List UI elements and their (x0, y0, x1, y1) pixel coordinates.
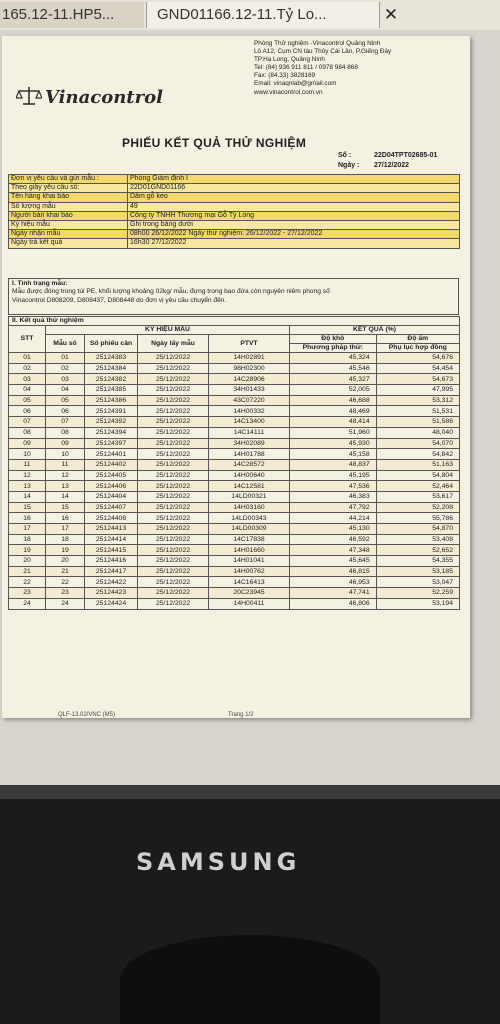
cell-do-am: 53,047 (376, 577, 459, 588)
cell-ptvt: 14H02891 (209, 353, 290, 364)
table-row (9, 566, 460, 577)
document-viewer (0, 30, 500, 785)
col-group-symbol: KÝ HIỆU MẪU (46, 326, 290, 335)
cell-stt: 11 (9, 459, 46, 470)
cell-ngay-lay: 25/12/2022 (138, 395, 209, 406)
cell-ngay-lay: 25/12/2022 (138, 502, 209, 513)
cell-ptvt: 14H03160 (209, 502, 290, 513)
cell-phieu-can: 25124417 (85, 566, 138, 577)
cell-ptvt: 14C14111 (209, 427, 290, 438)
cell-ngay-lay: 25/12/2022 (138, 588, 209, 599)
cell-do-kho: 52,005 (290, 385, 377, 396)
cell-ngay-lay: 25/12/2022 (138, 566, 209, 577)
cell-mau-so: 10 (46, 449, 85, 460)
cell-do-kho: 45,130 (290, 524, 377, 535)
cell-do-am: 54,070 (376, 438, 459, 449)
cell-phieu-can: 25124415 (85, 545, 138, 556)
table-row (9, 524, 460, 535)
cell-do-am: 54,673 (376, 374, 459, 385)
info-value: Dăm gỗ keo (128, 193, 460, 202)
sample-condition-heading: I. Tình trạng mẫu: (12, 280, 68, 287)
cell-stt: 17 (9, 524, 46, 535)
info-value: 49 (128, 202, 460, 211)
cell-phieu-can: 25124413 (85, 524, 138, 535)
address-line: Fax: (84.33) 3828169 (254, 72, 316, 80)
tab-bar (0, 0, 500, 31)
col-group-result: KẾT QUẢ (%) (290, 326, 460, 335)
cell-stt: 15 (9, 502, 46, 513)
address-line: Email: vinaqnlab@gmail.com (254, 80, 337, 88)
info-row (9, 193, 460, 202)
cell-stt: 09 (9, 438, 46, 449)
cell-do-am: 54,870 (376, 524, 459, 535)
info-label: Số lượng mẫu (9, 202, 128, 211)
cell-mau-so: 17 (46, 524, 85, 535)
cell-phieu-can: 25124414 (85, 534, 138, 545)
cell-do-kho: 47,536 (290, 481, 377, 492)
cell-ptvt: 14C13400 (209, 417, 290, 428)
results-table (8, 316, 460, 610)
info-label: Đơn vị yêu cầu và gửi mẫu : (9, 175, 128, 184)
cell-ptvt: 98H02300 (209, 363, 290, 374)
cell-stt: 08 (9, 427, 46, 438)
cell-ptvt: 14C28572 (209, 459, 290, 470)
cell-phieu-can: 25124416 (85, 556, 138, 567)
col-ngay-lay: Ngày lấy mẫu (138, 335, 209, 353)
cell-mau-so: 12 (46, 470, 85, 481)
cell-phieu-can: 25124382 (85, 374, 138, 385)
cell-ptvt: 14C28906 (209, 374, 290, 385)
cell-phieu-can: 25124423 (85, 588, 138, 599)
cell-stt: 20 (9, 556, 46, 567)
cell-mau-so: 07 (46, 417, 85, 428)
cell-ptvt: 43C07220 (209, 395, 290, 406)
info-row (9, 239, 460, 248)
report-number-label: Số : (338, 152, 352, 159)
cell-stt: 18 (9, 534, 46, 545)
cell-ptvt: 14H00640 (209, 470, 290, 481)
cell-do-kho: 47,348 (290, 545, 377, 556)
info-value: Công ty TNHH Thương mại Gỗ Tỷ Long (128, 211, 460, 220)
cell-do-kho: 48,414 (290, 417, 377, 428)
info-row (9, 211, 460, 220)
table-row (9, 459, 460, 470)
cell-do-am: 54,804 (376, 470, 459, 481)
cell-ngay-lay: 25/12/2022 (138, 385, 209, 396)
info-row (9, 184, 460, 193)
cell-ngay-lay: 25/12/2022 (138, 363, 209, 374)
cell-phieu-can: 25124394 (85, 427, 138, 438)
cell-do-kho: 46,815 (290, 566, 377, 577)
address-line: www.vinacontrol.com.vn (254, 88, 323, 96)
cell-do-kho: 47,741 (290, 588, 377, 599)
cell-do-am: 51,163 (376, 459, 459, 470)
bezel-edge (0, 785, 500, 799)
cell-stt: 01 (9, 353, 46, 364)
cell-mau-so: 24 (46, 598, 85, 609)
cell-do-kho: 45,546 (290, 363, 377, 374)
info-label: Ký hiệu mẫu (9, 220, 128, 229)
cell-ngay-lay: 25/12/2022 (138, 353, 209, 364)
table-row (9, 545, 460, 556)
cell-phieu-can: 25124401 (85, 449, 138, 460)
cell-phieu-can: 25124406 (85, 481, 138, 492)
cell-do-kho: 46,688 (290, 395, 377, 406)
results-heading: II. Kết quả thử nghiệm (9, 317, 460, 326)
cell-ptvt: 14LD00343 (209, 513, 290, 524)
cell-ngay-lay: 25/12/2022 (138, 524, 209, 535)
cell-ngay-lay: 25/12/2022 (138, 556, 209, 567)
col-ptvt: PTVT (209, 335, 290, 353)
cell-do-kho: 48,837 (290, 459, 377, 470)
cell-ptvt: 34H02089 (209, 438, 290, 449)
cell-ngay-lay: 25/12/2022 (138, 545, 209, 556)
cell-mau-so: 08 (46, 427, 85, 438)
col-do-kho: Độ khô (290, 335, 377, 344)
cell-ptvt: 14C12581 (209, 481, 290, 492)
document-page (2, 36, 470, 718)
cell-do-kho: 45,195 (290, 470, 377, 481)
cell-stt: 22 (9, 577, 46, 588)
cell-ngay-lay: 25/12/2022 (138, 481, 209, 492)
cell-do-am: 53,312 (376, 395, 459, 406)
table-row (9, 577, 460, 588)
cell-phieu-can: 25124391 (85, 406, 138, 417)
cell-ngay-lay: 25/12/2022 (138, 513, 209, 524)
cell-ptvt: 14H01660 (209, 545, 290, 556)
table-row (9, 374, 460, 385)
cell-do-am: 47,995 (376, 385, 459, 396)
cell-stt: 05 (9, 395, 46, 406)
cell-stt: 21 (9, 566, 46, 577)
cell-ngay-lay: 25/12/2022 (138, 598, 209, 609)
cell-mau-so: 15 (46, 502, 85, 513)
cell-ptvt: 14C17838 (209, 534, 290, 545)
info-row (9, 202, 460, 211)
cell-phieu-can: 25124397 (85, 438, 138, 449)
cell-do-am: 54,676 (376, 353, 459, 364)
cell-mau-so: 21 (46, 566, 85, 577)
cell-mau-so: 14 (46, 491, 85, 502)
cell-mau-so: 02 (46, 363, 85, 374)
cell-ngay-lay: 25/12/2022 (138, 491, 209, 502)
cell-do-kho: 46,592 (290, 534, 377, 545)
cell-do-am: 53,408 (376, 534, 459, 545)
table-row (9, 588, 460, 599)
table-row (9, 438, 460, 449)
info-value: 16h30 27/12/2022 (128, 239, 460, 248)
logo-text: Vinacontrol (45, 87, 163, 108)
cell-do-am: 54,355 (376, 556, 459, 567)
page-number: Trang 1/2 (228, 712, 254, 718)
sample-condition (8, 278, 459, 315)
cell-stt: 04 (9, 385, 46, 396)
cell-mau-so: 19 (46, 545, 85, 556)
cell-stt: 24 (9, 598, 46, 609)
cell-ptvt: 20C23945 (209, 588, 290, 599)
cell-stt: 19 (9, 545, 46, 556)
cell-phieu-can: 25124422 (85, 577, 138, 588)
cell-do-kho: 44,214 (290, 513, 377, 524)
col-do-kho-method: Phương pháp thử: (290, 344, 377, 353)
cell-do-am: 53,185 (376, 566, 459, 577)
cell-stt: 02 (9, 363, 46, 374)
cell-ptvt: 14H00411 (209, 598, 290, 609)
cell-mau-so: 09 (46, 438, 85, 449)
cell-ptvt: 14H01788 (209, 449, 290, 460)
cell-phieu-can: 25124383 (85, 353, 138, 364)
table-row (9, 406, 460, 417)
cell-do-am: 53,194 (376, 598, 459, 609)
table-row (9, 449, 460, 460)
cell-stt: 23 (9, 588, 46, 599)
table-row (9, 534, 460, 545)
cell-do-am: 52,652 (376, 545, 459, 556)
cell-mau-so: 04 (46, 385, 85, 396)
cell-ngay-lay: 25/12/2022 (138, 374, 209, 385)
cell-mau-so: 11 (46, 459, 85, 470)
cell-stt: 16 (9, 513, 46, 524)
cell-do-kho: 46,953 (290, 577, 377, 588)
info-label: Ngày trả kết quả (9, 239, 128, 248)
cell-stt: 12 (9, 470, 46, 481)
logo-icon (16, 86, 42, 106)
table-row (9, 363, 460, 374)
cell-ngay-lay: 25/12/2022 (138, 470, 209, 481)
info-value: 08h00 26/12/2022 Ngày thử nghiệm: 26/12/2022 - 27/12/2022 (128, 230, 460, 239)
cell-mau-so: 03 (46, 374, 85, 385)
cell-ngay-lay: 25/12/2022 (138, 406, 209, 417)
cell-ptvt: 34H01433 (209, 385, 290, 396)
sample-condition-text: Vinacontrol D808209, D808437, D808448 do đơn vị yêu cầu chuyển đến. (12, 296, 227, 304)
cell-do-kho: 46,806 (290, 598, 377, 609)
cell-phieu-can: 25124407 (85, 502, 138, 513)
cell-stt: 10 (9, 449, 46, 460)
cell-do-am: 51,586 (376, 417, 459, 428)
info-value: Ghi trong bảng dưới (128, 220, 460, 229)
cell-do-am: 53,617 (376, 491, 459, 502)
table-row (9, 556, 460, 567)
cell-do-kho: 45,327 (290, 374, 377, 385)
cell-do-kho: 45,324 (290, 353, 377, 364)
cell-mau-so: 05 (46, 395, 85, 406)
info-label: Người bán khai báo (9, 211, 128, 220)
cell-stt: 07 (9, 417, 46, 428)
col-phieu-can: Số phiếu cân (85, 335, 138, 353)
info-label: Theo giấy yêu cầu số: (9, 184, 128, 193)
table-row (9, 385, 460, 396)
cell-do-kho: 47,792 (290, 502, 377, 513)
cell-phieu-can: 25124405 (85, 470, 138, 481)
form-code: QLF-13.02/VNC (M5) (58, 712, 116, 718)
table-row (9, 481, 460, 492)
monitor-bezel (0, 785, 500, 1024)
table-row (9, 491, 460, 502)
cell-phieu-can: 25124424 (85, 598, 138, 609)
close-icon[interactable]: ✕ (383, 5, 399, 24)
cell-stt: 14 (9, 491, 46, 502)
lab-address (254, 40, 391, 97)
cell-ngay-lay: 25/12/2022 (138, 534, 209, 545)
cell-do-kho: 45,645 (290, 556, 377, 567)
col-stt: STT (9, 326, 46, 353)
cell-do-am: 51,531 (376, 406, 459, 417)
cell-ngay-lay: 25/12/2022 (138, 459, 209, 470)
report-number-value: 22D04TPT02685-01 (374, 152, 438, 159)
cell-phieu-can: 25124385 (85, 385, 138, 396)
cell-stt: 06 (9, 406, 46, 417)
cell-do-kho: 45,158 (290, 449, 377, 460)
col-do-am: Độ ẩm (376, 335, 459, 344)
table-row (9, 395, 460, 406)
cell-ngay-lay: 25/12/2022 (138, 577, 209, 588)
cell-phieu-can: 25124392 (85, 417, 138, 428)
cell-mau-so: 22 (46, 577, 85, 588)
cell-mau-so: 01 (46, 353, 85, 364)
cell-mau-so: 06 (46, 406, 85, 417)
sample-condition-text: Mẫu được đóng trong túi PE, khối lượng khoảng 02kg/ mẫu, đựng trong bao đứa còn nguyên niêm phong số (12, 288, 330, 296)
cell-ngay-lay: 25/12/2022 (138, 427, 209, 438)
monitor-stand (120, 935, 380, 1024)
cell-phieu-can: 25124384 (85, 363, 138, 374)
address-line: TP.Hạ Long, Quảng Ninh (254, 56, 325, 64)
table-row (9, 502, 460, 513)
cell-do-am: 55,786 (376, 513, 459, 524)
tab-document-2[interactable]: GND01166.12-11.Tỷ Lo... (146, 2, 380, 28)
cell-stt: 13 (9, 481, 46, 492)
info-value: Phòng Giám định I (128, 175, 460, 184)
address-line: Phòng Thử nghiệm -Vinacontrol Quảng Ninh (254, 40, 381, 47)
cell-mau-so: 23 (46, 588, 85, 599)
cell-phieu-can: 25124408 (85, 513, 138, 524)
table-row (9, 598, 460, 609)
col-mau-so: Mẫu số (46, 335, 85, 353)
cell-do-kho: 51,960 (290, 427, 377, 438)
cell-phieu-can: 25124404 (85, 491, 138, 502)
cell-do-kho: 48,469 (290, 406, 377, 417)
report-date (338, 162, 409, 169)
info-row (9, 175, 460, 184)
table-row (9, 513, 460, 524)
info-label: Tên hàng khai báo (9, 193, 128, 202)
sample-info-table (8, 174, 460, 249)
cell-phieu-can: 25124402 (85, 459, 138, 470)
vinacontrol-logo (16, 86, 163, 108)
table-row (9, 427, 460, 438)
cell-ngay-lay: 25/12/2022 (138, 417, 209, 428)
cell-ptvt: 14LD00309 (209, 524, 290, 535)
info-label: Ngày nhận mẫu (9, 230, 128, 239)
cell-do-am: 54,842 (376, 449, 459, 460)
cell-do-kho: 46,383 (290, 491, 377, 502)
cell-mau-so: 18 (46, 534, 85, 545)
info-row (9, 230, 460, 239)
cell-ptvt: 14LD00321 (209, 491, 290, 502)
info-row (9, 220, 460, 229)
cell-ngay-lay: 25/12/2022 (138, 449, 209, 460)
cell-stt: 03 (9, 374, 46, 385)
cell-mau-so: 16 (46, 513, 85, 524)
table-row (9, 417, 460, 428)
cell-mau-so: 13 (46, 481, 85, 492)
address-line: Lô A12, Cụm CN tàu Thủy Cái Lân, P.Giếng Đáy (254, 48, 392, 56)
table-row (9, 470, 460, 481)
cell-ptvt: 14H00762 (209, 566, 290, 577)
report-number (338, 152, 437, 159)
col-do-am-method: Phụ lục hợp đồng (376, 344, 459, 353)
address-line: Tel: (84) 936 911 811 / 0978 984 868 (254, 64, 358, 72)
tab-document-1[interactable]: 165.12-11.HP5... (0, 2, 144, 28)
cell-ngay-lay: 25/12/2022 (138, 438, 209, 449)
cell-ptvt: 14H00332 (209, 406, 290, 417)
report-date-label: Ngày : (338, 162, 360, 169)
info-value: 22D01GND01166 (128, 184, 460, 193)
cell-do-kho: 45,930 (290, 438, 377, 449)
document-title: PHIẾU KẾT QUẢ THỬ NGHIỆM (122, 136, 307, 150)
cell-ptvt: 14C16413 (209, 577, 290, 588)
table-row (9, 353, 460, 364)
cell-phieu-can: 25124386 (85, 395, 138, 406)
monitor-brand: SAMSUNG (136, 848, 301, 876)
report-date-value: 27/12/2022 (374, 162, 410, 169)
cell-do-am: 52,208 (376, 502, 459, 513)
cell-do-am: 52,259 (376, 588, 459, 599)
cell-ptvt: 14H01041 (209, 556, 290, 567)
cell-do-am: 48,040 (376, 427, 459, 438)
cell-do-am: 54,454 (376, 363, 459, 374)
cell-mau-so: 20 (46, 556, 85, 567)
cell-do-am: 52,464 (376, 481, 459, 492)
